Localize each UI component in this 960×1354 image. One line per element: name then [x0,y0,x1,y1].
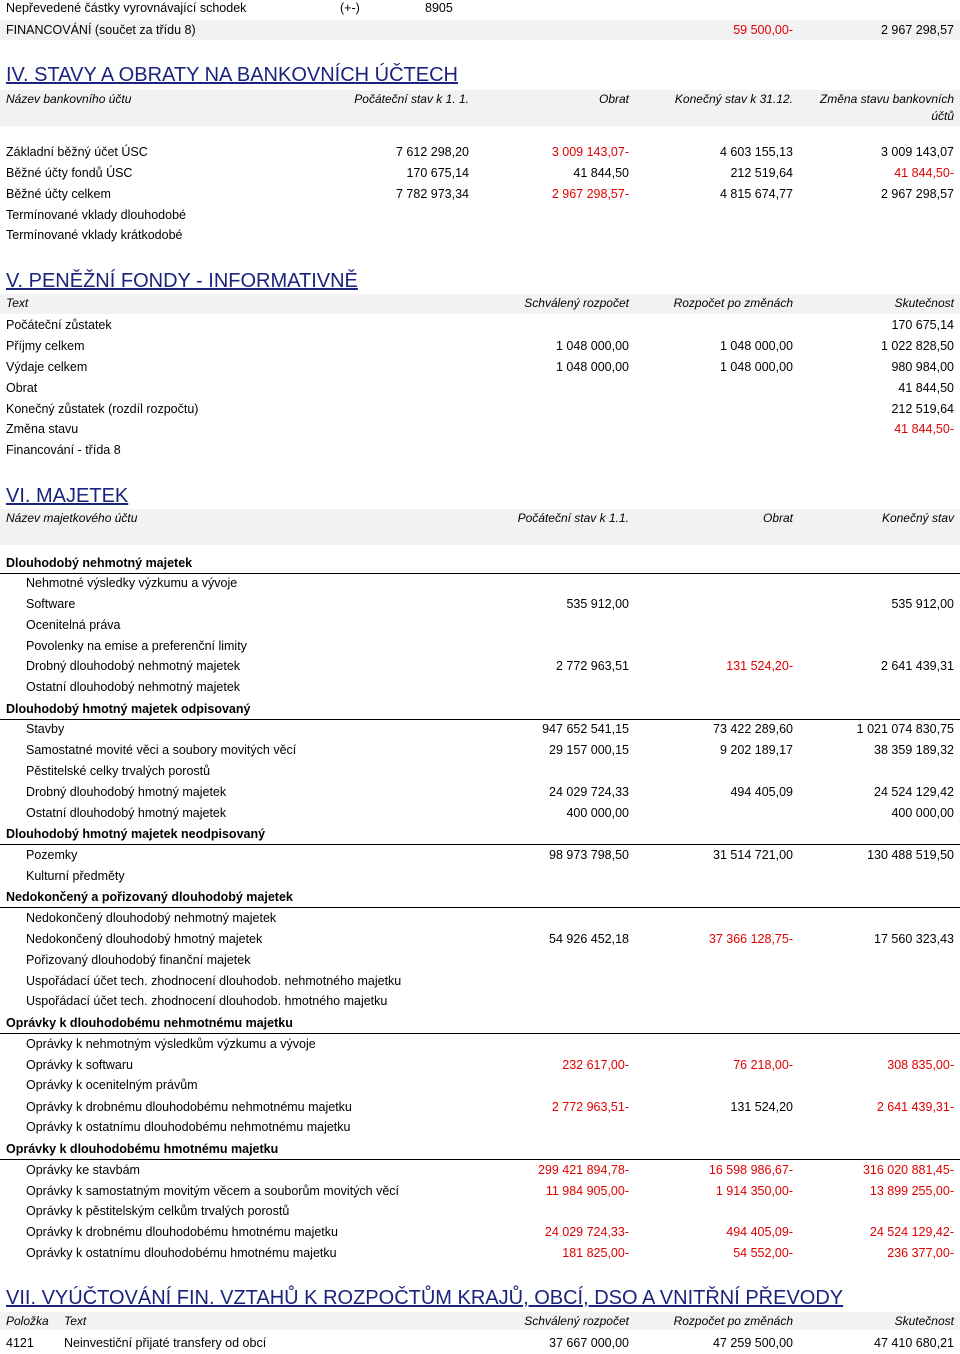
table-row [0,677,960,697]
cell-end: 308 835,00- [887,1058,954,1072]
table-row [0,142,960,162]
cell-name: Počáteční zůstatek [6,318,112,332]
cell-actual: 47 410 680,21 [874,1336,954,1350]
cell-name: Oprávky k ostatnímu dlouhodobému nehmotnému majetku [26,1120,351,1134]
table-row [0,1222,960,1242]
cell-end: 24 524 129,42 [874,785,954,799]
cell-end: 2 641 439,31- [876,1100,954,1114]
table-row [0,336,960,356]
col-start: Počáteční stav k 1.1. [517,511,629,525]
table-row [0,719,960,739]
cell-actual: 1 022 828,50 [881,339,954,353]
col-name: Název bankovního účtu [6,92,132,106]
cell-end: 24 524 129,42- [869,1225,954,1239]
cell-start: 11 984 905,00- [545,1184,629,1198]
table-row [0,225,960,245]
cell-end: 38 359 189,32 [874,743,954,757]
table-row [0,845,960,865]
cell-turnover: 54 552,00- [733,1246,793,1260]
cell-end: 2 641 439,31 [881,659,954,673]
cell-turnover: 131 524,20- [726,659,793,673]
cell-start: 400 000,00 [566,806,629,820]
cell-turnover: 16 598 986,67- [708,1163,793,1177]
cell-name: Oprávky k drobnému dlouhodobému nehmotnému majetku [26,1100,352,1114]
group-header [0,1139,960,1160]
table-row [0,163,960,183]
table-row [0,399,960,419]
section-v-title: V. PENĚŽNÍ FONDY - INFORMATIVNĚ [6,270,358,292]
cell-change: 2 967 298,57 [881,187,954,201]
cell-end: 4 815 674,77 [720,187,793,201]
table-row [0,991,960,1011]
table-row [0,573,960,593]
table-row [0,205,960,225]
section-iv-header [0,90,960,126]
section-vii-title: VII. VYÚČTOVÁNÍ FIN. VZTAHŮ K ROZPOČTŮM KRAJŮ, OBCÍ, DSO A VNITŘNÍ PŘEVODY [6,1287,844,1309]
cell-end: 1 021 074 830,75 [856,722,954,736]
cell-end: 17 560 323,43 [874,932,954,946]
cell-actual: 212 519,64 [891,402,954,416]
col-start: Počáteční stav k 1. 1. [354,92,469,106]
cell-name: Pozemky [26,848,78,862]
cell-turnover: 37 366 128,75- [708,932,793,946]
section-vi-title: VI. MAJETEK [6,485,129,507]
table-row [0,1055,960,1075]
table-row [0,908,960,928]
table-row [0,1181,960,1201]
row-sign: (+-) [340,1,360,15]
cell-name: Kulturní předměty [26,869,125,883]
cell-change: 3 009 143,07 [881,145,954,159]
col-end: Konečný stav k 31.12. [674,92,793,106]
cell-name: Uspořádací účet tech. zhodnocení dlouhodob. hmotného majetku [26,994,388,1008]
table-row [0,1097,960,1117]
table-row [0,929,960,949]
section-v-header [0,294,960,314]
cell-start: 7 612 298,20 [396,145,469,159]
cell-after: 47 259 500,00 [713,1336,793,1350]
table-row [0,636,960,656]
col-change-2: účtů [931,109,954,123]
table-row [0,357,960,377]
cell-name: Drobný dlouhodobý nehmotný majetek [26,659,241,673]
cell-turnover: 494 405,09- [726,1225,793,1239]
cell-name: Drobný dlouhodobý hmotný majetek [26,785,227,799]
cell-actual: 170 675,14 [891,318,954,332]
cell-text: Neinvestiční přijaté transfery od obcí [64,1336,267,1350]
col-text: Text [6,296,29,310]
row-value-2: 2 967 298,57 [881,23,954,37]
cell-end: 535 912,00 [891,597,954,611]
cell-turnover: 9 202 189,17 [720,743,793,757]
group-title: Oprávky k dlouhodobému hmotnému majetku [6,1142,279,1156]
cell-name: Pořizovaný dlouhodobý finanční majetek [26,953,251,967]
row-value-1: 59 500,00- [733,23,793,37]
cell-name: Výdaje celkem [6,360,88,374]
group-header [0,887,960,908]
cell-end: 236 377,00- [887,1246,954,1260]
cell-name: Ocenitelná práva [26,618,121,632]
cell-name: Samostatné movité věci a soubory movitých věcí [26,743,297,757]
table-row [0,782,960,802]
cell-name: Software [26,597,76,611]
table-row [0,615,960,635]
cell-start: 181 825,00- [562,1246,629,1260]
cell-name: Základní běžný účet ÚSC [6,145,148,159]
table-row [0,1201,960,1221]
cell-end: 4 603 155,13 [720,145,793,159]
cell-name: Nehmotné výsledky výzkumu a vývoje [26,576,238,590]
cell-turnover: 31 514 721,00 [713,848,793,862]
section-vii-header [0,1312,960,1330]
section-vi-header [0,509,960,545]
cell-name: Příjmy celkem [6,339,85,353]
cell-actual: 41 844,50 [898,381,954,395]
table-row [0,184,960,204]
cell-after: 1 048 000,00 [720,360,793,374]
cell-name: Uspořádací účet tech. zhodnocení dlouhodob. nehmotného majetku [26,974,402,988]
table-row [0,315,960,335]
cell-approved: 1 048 000,00 [556,339,629,353]
col-approved: Schválený rozpočet [524,296,629,310]
cell-start: 299 421 894,78- [537,1163,629,1177]
table-row [0,971,960,991]
table-row [0,419,960,439]
table-row [0,740,960,760]
cell-end: 130 488 519,50 [867,848,954,862]
cell-name: Termínované vklady krátkodobé [6,228,183,242]
cell-turnover: 1 914 350,00- [715,1184,793,1198]
cell-end: 316 020 881,45- [862,1163,954,1177]
table-row [0,761,960,781]
cell-start: 947 652 541,15 [542,722,629,736]
cell-turnover: 3 009 143,07- [551,145,629,159]
table-row [0,866,960,886]
cell-turnover: 41 844,50 [573,166,629,180]
group-title: Nedokončený a pořizovaný dlouhodobý majetek [6,890,293,904]
table-row [0,1117,960,1137]
cell-name: Konečný zůstatek (rozdíl rozpočtu) [6,402,199,416]
cell-name: Stavby [26,722,65,736]
col-approved: Schválený rozpočet [524,1314,629,1328]
cell-name: Financování - třída 8 [6,443,121,457]
cell-name: Obrat [6,381,38,395]
row-label: Nepřevedené částky vyrovnávající schodek [6,1,247,15]
cell-turnover: 131 524,20 [730,1100,793,1114]
cell-change: 41 844,50- [894,166,954,180]
cell-turnover: 76 218,00- [733,1058,793,1072]
table-row [0,1075,960,1095]
cell-start: 232 617,00- [562,1058,629,1072]
cell-name: Běžné účty celkem [6,187,111,201]
table-row [0,594,960,614]
cell-end: 212 519,64 [730,166,793,180]
top-row-1 [0,0,960,18]
group-header [0,1013,960,1034]
cell-name: Oprávky k drobnému dlouhodobému hmotnému majetku [26,1225,338,1239]
cell-turnover: 494 405,09 [730,785,793,799]
col-text: Text [64,1314,87,1328]
table-row [0,1243,960,1263]
col-after: Rozpočet po změnách [673,296,793,310]
table-row [0,378,960,398]
group-title: Oprávky k dlouhodobému nehmotnému majetku [6,1016,293,1030]
row-label: FINANCOVÁNÍ (součet za třídu 8) [6,23,196,37]
group-title: Dlouhodobý nehmotný majetek [6,556,193,570]
cell-name: Oprávky k ostatnímu dlouhodobému hmotnému majetku [26,1246,337,1260]
table-row [0,656,960,676]
group-header [0,699,960,720]
cell-start: 535 912,00 [566,597,629,611]
cell-name: Oprávky k nehmotným výsledkům výzkumu a vývoje [26,1037,316,1051]
col-end: Konečný stav [881,511,954,525]
table-row [0,1160,960,1180]
cell-name: Ostatní dlouhodobý hmotný majetek [26,806,227,820]
cell-start: 98 973 798,50 [549,848,629,862]
group-header [0,824,960,845]
table-row [0,950,960,970]
col-item: Položka [6,1314,49,1328]
cell-end: 400 000,00 [891,806,954,820]
cell-name: Povolenky na emise a preferenční limity [26,639,247,653]
cell-name: Oprávky k ocenitelným právům [26,1078,198,1092]
top-row-2 [0,20,960,40]
cell-start: 170 675,14 [406,166,469,180]
cell-name: Nedokončený dlouhodobý hmotný majetek [26,932,263,946]
table-row [0,1333,960,1353]
cell-start: 29 157 000,15 [549,743,629,757]
cell-approved: 37 667 000,00 [549,1336,629,1350]
table-row [0,803,960,823]
row-value: 8905 [425,1,453,15]
cell-start: 24 029 724,33 [549,785,629,799]
cell-name: Pěstitelské celky trvalých porostů [26,764,211,778]
cell-start: 24 029 724,33- [544,1225,629,1239]
cell-after: 1 048 000,00 [720,339,793,353]
col-actual: Skutečnost [894,296,954,310]
table-row [0,1034,960,1054]
cell-start: 2 772 963,51 [556,659,629,673]
cell-actual: 980 984,00 [891,360,954,374]
cell-approved: 1 048 000,00 [556,360,629,374]
group-header [0,553,960,574]
col-name: Název majetkového účtu [6,511,138,525]
cell-name: Změna stavu [6,422,79,436]
group-title: Dlouhodobý hmotný majetek odpisovaný [6,702,251,716]
cell-name: Ostatní dlouhodobý nehmotný majetek [26,680,241,694]
col-change: Změna stavu bankovních [819,92,954,106]
cell-name: Oprávky k pěstitelským celkům trvalých porostů [26,1204,290,1218]
col-turnover: Obrat [598,92,629,106]
cell-end: 13 899 255,00- [869,1184,954,1198]
cell-start: 7 782 973,34 [396,187,469,201]
cell-start: 2 772 963,51- [551,1100,629,1114]
cell-turnover: 2 967 298,57- [551,187,629,201]
cell-actual: 41 844,50- [894,422,954,436]
cell-turnover: 73 422 289,60 [713,722,793,736]
cell-start: 54 926 452,18 [549,932,629,946]
col-after: Rozpočet po změnách [673,1314,793,1328]
cell-name: Běžné účty fondů ÚSC [6,166,133,180]
section-iv-title: IV. STAVY A OBRATY NA BANKOVNÍCH ÚČTECH [6,64,458,86]
col-turnover: Obrat [762,511,793,525]
table-row [0,440,960,460]
cell-name: Termínované vklady dlouhodobé [6,208,186,222]
cell-item: 4121 [6,1336,34,1350]
cell-name: Nedokončený dlouhodobý nehmotný majetek [26,911,277,925]
group-title: Dlouhodobý hmotný majetek neodpisovaný [6,827,266,841]
cell-name: Oprávky k softwaru [26,1058,133,1072]
cell-name: Oprávky ke stavbám [26,1163,140,1177]
col-actual: Skutečnost [894,1314,954,1328]
cell-name: Oprávky k samostatným movitým věcem a souborům movitých věcí [26,1184,400,1198]
